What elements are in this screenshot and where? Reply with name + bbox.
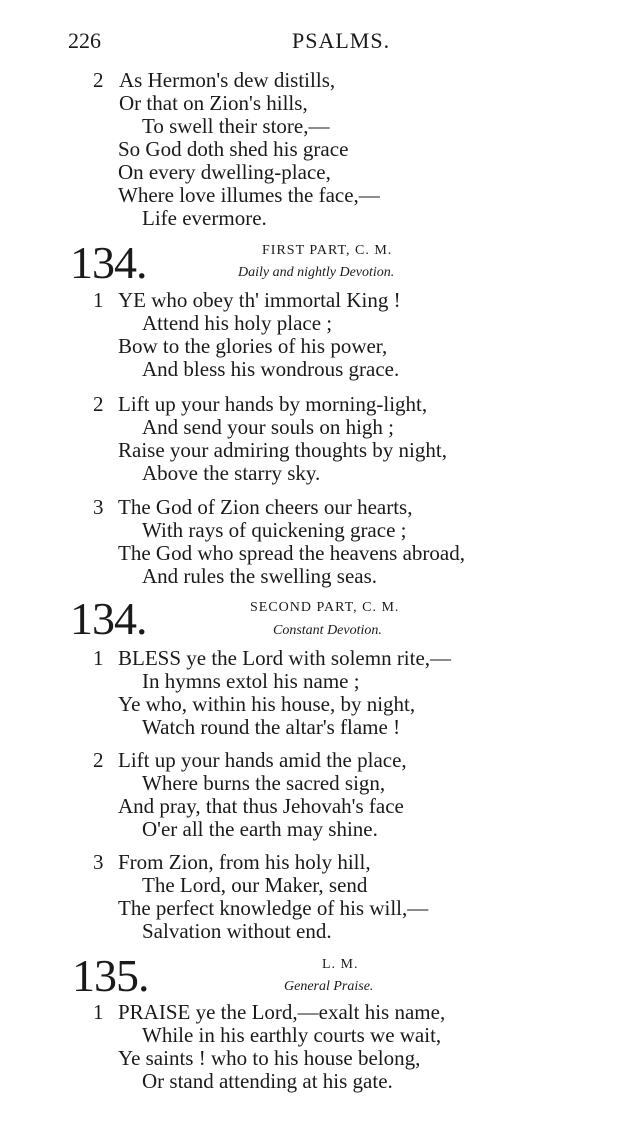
verse-line: PRAISE ye the Lord,—exalt his name,	[118, 1000, 446, 1024]
verse-line: The God of Zion cheers our hearts,	[118, 495, 413, 519]
verse-line: Life evermore.	[142, 206, 267, 230]
stanza-number: 2	[93, 748, 104, 772]
verse-line: Or that on Zion's hills,	[119, 91, 308, 115]
verse-line: BLESS ye the Lord with solemn rite,—	[118, 646, 452, 670]
running-title: PSALMS.	[292, 28, 391, 53]
stanza-number: 3	[93, 850, 104, 874]
verse-line: In hymns extol his name ;	[142, 669, 360, 693]
verse-line: And pray, that thus Jehovah's face	[118, 794, 404, 818]
hymn-number: 134.	[70, 237, 147, 288]
verse-line: Where love illumes the face,—	[118, 183, 380, 207]
verse-line: The Lord, our Maker, send	[142, 873, 368, 897]
hymn-meter: L. M.	[322, 957, 359, 972]
stanza-number: 2	[93, 68, 104, 92]
verse-line: To swell their store,—	[142, 114, 330, 138]
stanza-number: 1	[93, 1000, 104, 1024]
verse-line: Where burns the sacred sign,	[142, 771, 386, 795]
stanza-number: 1	[93, 288, 104, 312]
verse-line: O'er all the earth may shine.	[142, 817, 378, 841]
verse-line: Lift up your hands by morning-light,	[118, 392, 428, 416]
verse-line: As Hermon's dew distills,	[119, 68, 336, 92]
hymn-meter: SECOND PART, C. M.	[250, 600, 400, 615]
stanza-number: 1	[93, 646, 104, 670]
verse-line: YE who obey th' immortal King !	[118, 288, 401, 312]
verse-line: Or stand attending at his gate.	[142, 1069, 393, 1093]
verse-line: And send your souls on high ;	[142, 415, 394, 439]
verse-line: And rules the swelling seas.	[142, 564, 378, 588]
verse-line: While in his earthly courts we wait,	[142, 1023, 442, 1047]
verse-line: Bow to the glories of his power,	[118, 334, 388, 358]
verse-line: Salvation without end.	[142, 919, 332, 943]
verse-line: Ye saints ! who to his house belong,	[118, 1046, 421, 1070]
verse-line: On every dwelling-place,	[118, 160, 331, 184]
verse-line: Raise your admiring thoughts by night,	[118, 438, 447, 462]
verse-line: So God doth shed his grace	[118, 137, 349, 161]
hymn-meter: FIRST PART, C. M.	[262, 243, 393, 258]
verse-line: Attend his holy place ;	[142, 311, 333, 335]
page-number: 226	[68, 28, 101, 53]
verse-line: With rays of quickening grace ;	[142, 518, 407, 542]
verse-line: Above the starry sky.	[142, 461, 321, 485]
hymn-subtitle: Daily and nightly Devotion.	[238, 265, 395, 280]
verse-line: The God who spread the heavens abroad,	[118, 541, 465, 565]
verse-line: Ye who, within his house, by night,	[118, 692, 416, 716]
stanza-number: 2	[93, 392, 104, 416]
page-header	[0, 28, 640, 54]
verse-line: The perfect knowledge of his will,—	[118, 896, 429, 920]
verse-line: Lift up your hands amid the place,	[118, 748, 407, 772]
hymn-number: 134.	[70, 593, 147, 644]
verse-line: From Zion, from his holy hill,	[118, 850, 371, 874]
hymn-subtitle: General Praise.	[284, 979, 374, 994]
stanza-number: 3	[93, 495, 104, 519]
hymn-subtitle: Constant Devotion.	[273, 623, 382, 638]
verse-line: Watch round the altar's flame !	[142, 715, 401, 739]
hymn-number: 135.	[72, 950, 149, 1001]
verse-line: And bless his wondrous grace.	[142, 357, 400, 381]
